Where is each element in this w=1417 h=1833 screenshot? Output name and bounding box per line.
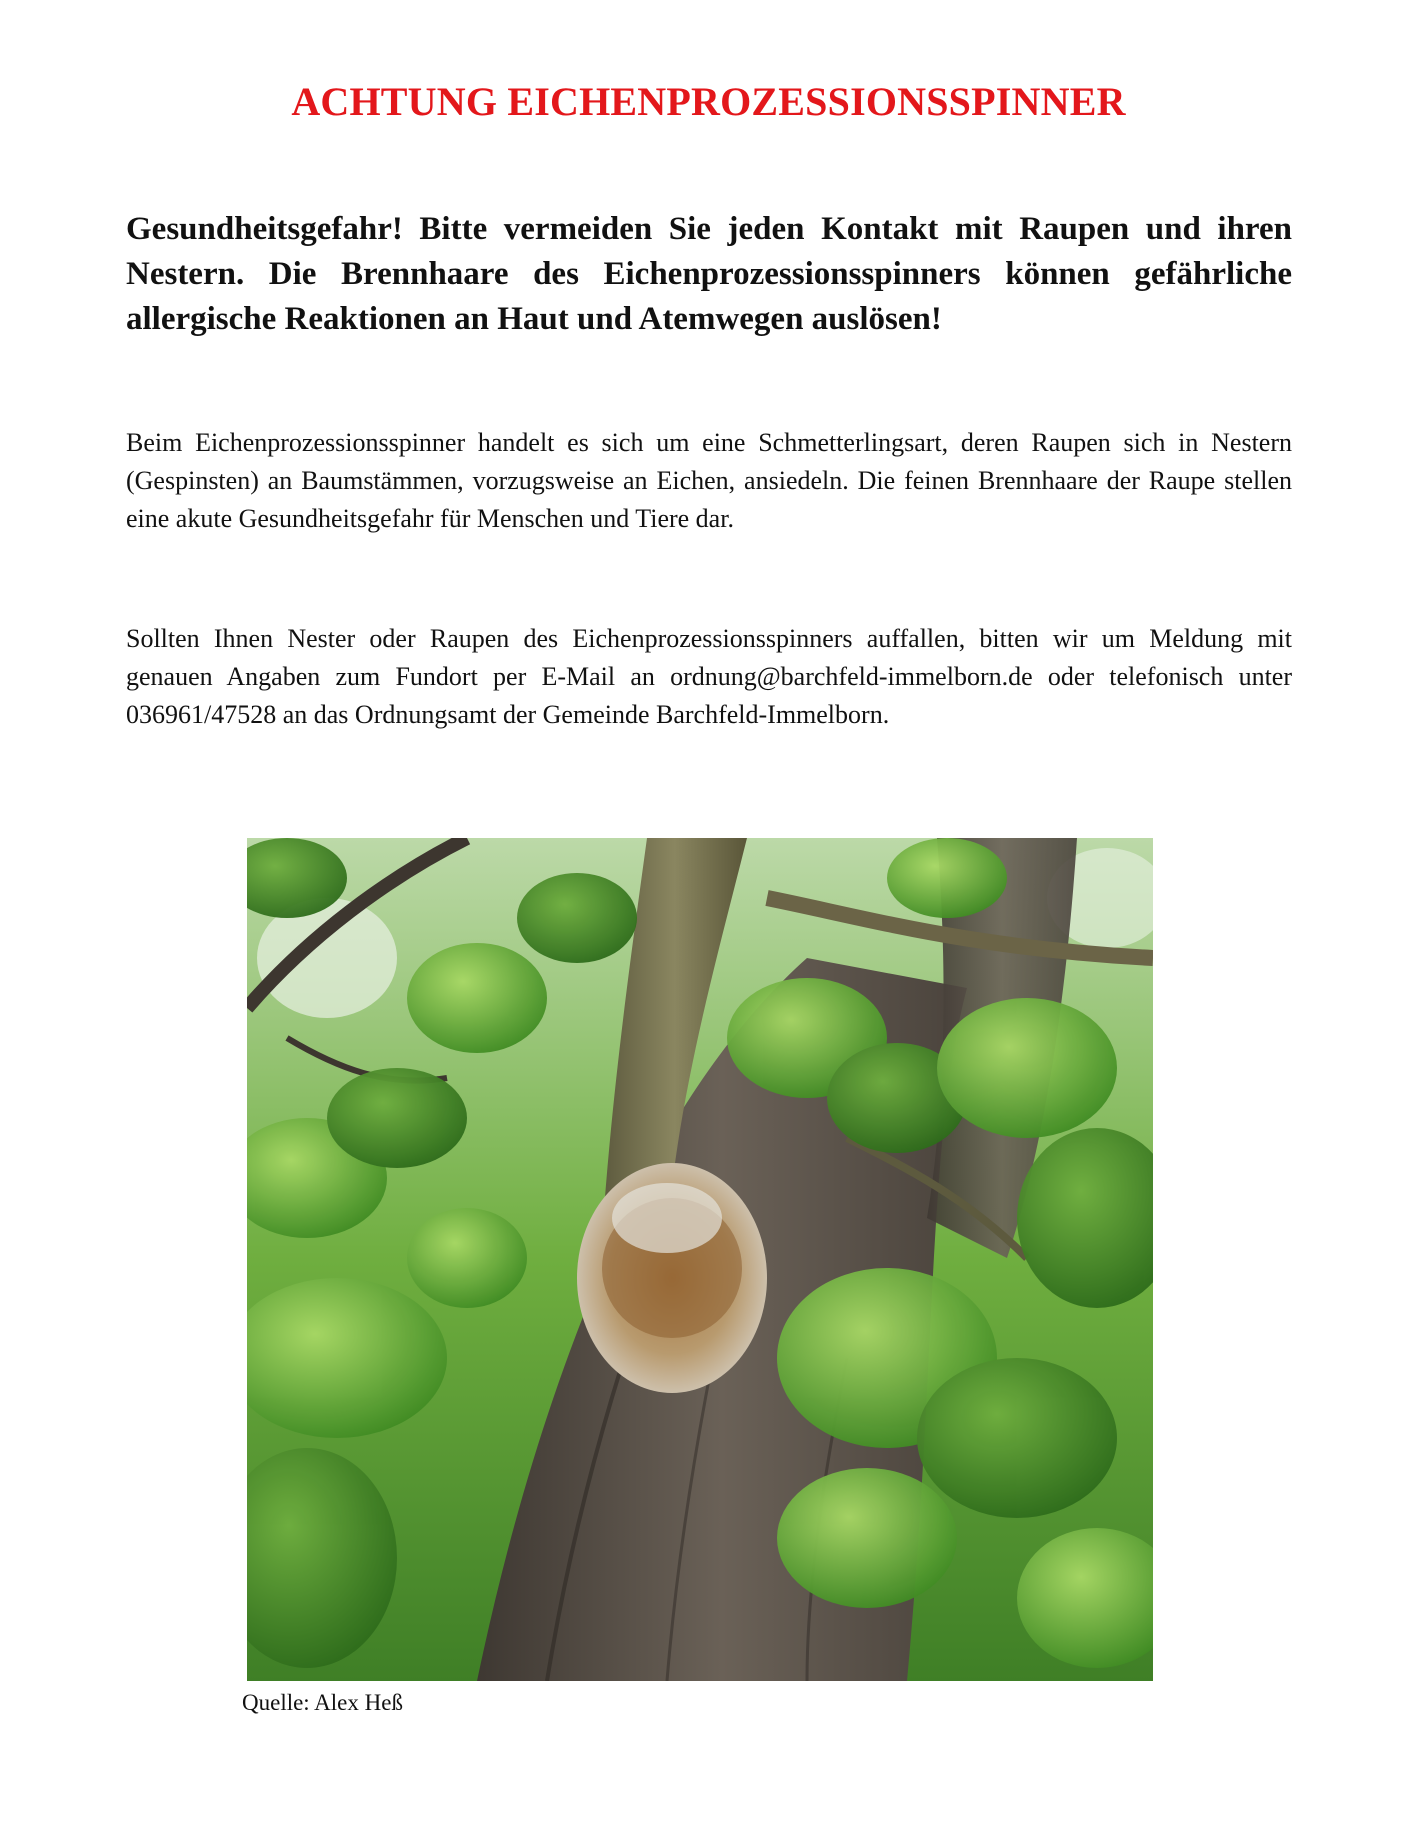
description-paragraph: Beim Eichenprozessionsspinner handelt es sich um eine Schmetterlingsart, deren Raupen sich in Nestern (Gespinsten) an Baumstämmen, vorzugsweise an Eichen, ansiedeln. Die feinen Brennhaare der Raupe stellen eine akute Gesundheitsgefahr für Menschen und Tiere dar. <box>126 428 1292 533</box>
photo-caption: Quelle: Alex Heß <box>242 1690 403 1715</box>
oak-nest-photo <box>247 838 1153 1681</box>
document-title: ACHTUNG EICHENPROZESSIONSSPINNER <box>291 79 1126 124</box>
health-warning: Gesundheitsgefahr! Bitte vermeiden Sie jeden Kontakt mit Raupen und ihren Nestern. Die Brennhaare des Eichenprozessionsspinners können gefährliche allergische Reaktionen an Haut und Atemwegen auslösen! <box>126 211 1292 337</box>
reporting-paragraph: Sollten Ihnen Nester oder Raupen des Eichenprozessionsspinners auffallen, bitten wir um Meldung mit genauen Angaben zum Fundort per E-Mail an ordnung@barchfeld-immelborn.de oder telefonisch unter 036961/47528 an das Ordnungsamt der Gemeinde Barchfeld-Immelborn. <box>126 624 1292 729</box>
